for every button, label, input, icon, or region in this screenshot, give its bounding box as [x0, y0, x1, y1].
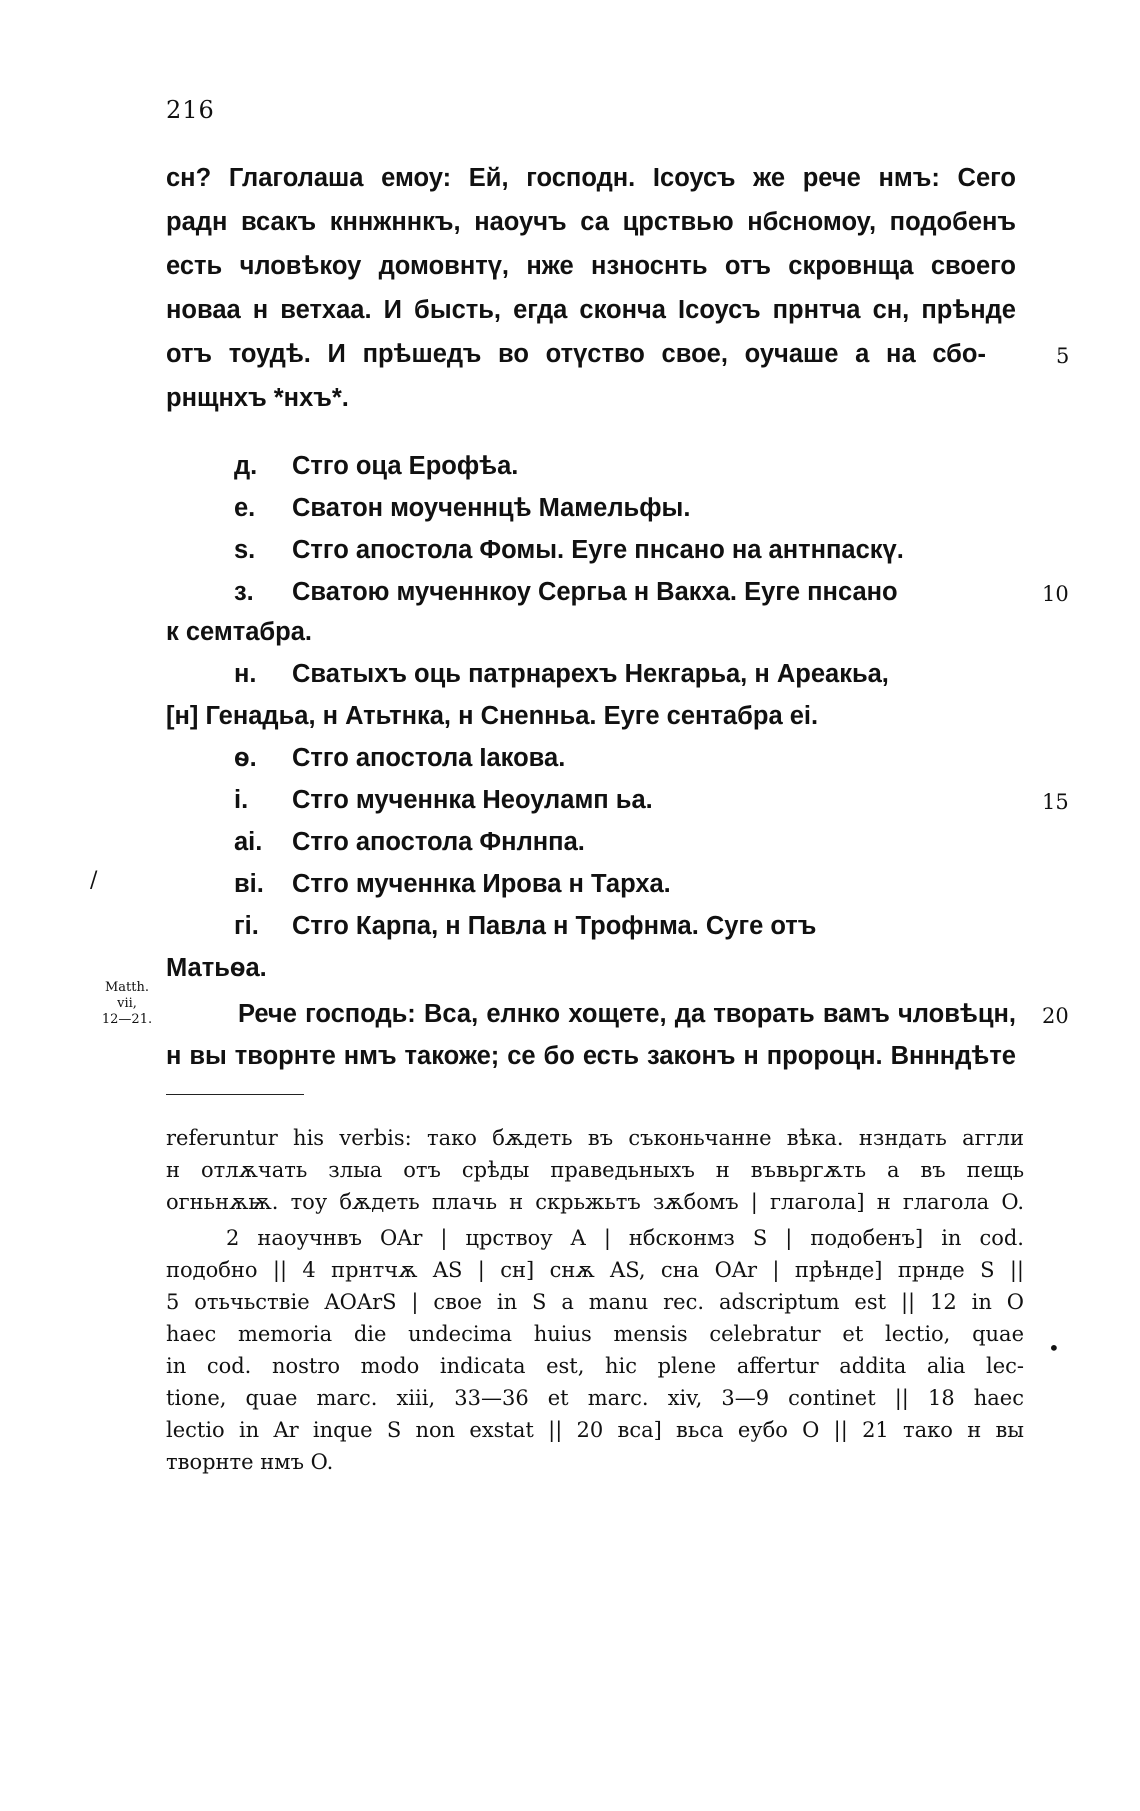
note-line: огньнѫѭ. тоу бѫдеть плачь н скрьжьтъ зѫбомъ | глагола] н глагола O.	[166, 1190, 1024, 1214]
entry-number: аі.	[234, 828, 263, 856]
note-line: in cod. nostro modo indicata est, hic plene affertur addita alia lec-	[166, 1354, 1024, 1378]
entry-number: ві.	[234, 870, 264, 898]
entry-text: Стго мученнка Неоуламп ьа.	[292, 786, 653, 814]
entry-text: Стго мученнка Ирова н Тарха.	[292, 870, 671, 898]
calendar-entry	[234, 786, 653, 820]
entry-number: s.	[234, 536, 256, 564]
note-line: н отлѫчать злыа отъ срѣды праведьныхъ н въвьргѫть а въ пещь	[166, 1158, 1024, 1182]
calendar-entry	[234, 912, 816, 946]
calendar-entry	[234, 494, 690, 528]
entry-number: н.	[234, 660, 257, 688]
line-number: 15	[1042, 790, 1069, 814]
calendar-entry-continuation: Матьѳа.	[166, 954, 267, 982]
note-line: 2 наоучнвъ OAr | црствоу A | нбсконмз S | подобенъ] in cod.	[226, 1226, 1024, 1250]
text-line: сн? Глаголаша емоу: Ей, господн. Ісоусъ же рече нмъ: Сего	[166, 164, 1016, 192]
margin-reference	[92, 980, 162, 1028]
text-line: есть чловѣкоу домовнтү, нже нзноснть отъ скровнща своего	[166, 252, 1016, 280]
text-line: радн всакъ кннжннкъ, наоучъ са црствью нбсномоу, подобенъ	[166, 208, 1016, 236]
calendar-entry-continuation: [н] Генадьа, н Атьтнка, н Снеnньа. Еуге сентабра eі.	[166, 702, 819, 730]
note-line: 5 отьчьствіе AOArS | свое in S a manu rec. adscriptum est || 12 in O	[166, 1290, 1024, 1314]
line-number: 10	[1042, 582, 1069, 606]
calendar-entry	[234, 536, 904, 570]
calendar-entry	[234, 660, 889, 694]
margin-mark: /	[90, 868, 98, 893]
entry-text: Стго Карпа, н Павла н Трофнма. Суге отъ	[292, 912, 817, 940]
text-line: новаа н ветхаа. И бысть, егда сконча Ісоусъ прнтча сн, прѣнде	[166, 296, 1016, 324]
entry-text: Стго оца Ерофѣа.	[292, 452, 519, 480]
entry-number: е.	[234, 494, 256, 522]
note-line: творнте нмъ O.	[166, 1450, 334, 1474]
margin-dot: •	[1048, 1336, 1060, 1360]
entry-text: Стго апостола Іакова.	[292, 744, 566, 772]
text-line: отъ тоудѣ. И прѣшедъ во отүство свое, оучаше а на сбо-	[166, 340, 986, 368]
gospel-line: Рече господь: Вса, елнко хощете, да творать вамъ чловѣцн,	[238, 1000, 1016, 1028]
entry-text: Стго апостола Фнлнпа.	[292, 828, 585, 856]
entry-text: Сватон моученнцѣ Мамельфы.	[292, 494, 691, 522]
margin-reference-line: vii,	[117, 996, 137, 1011]
calendar-entry	[234, 870, 671, 904]
calendar-entry	[234, 452, 518, 486]
margin-reference-line: Matth.	[104, 980, 149, 995]
entry-number: гі.	[234, 912, 259, 940]
entry-text: Сватою мученнкоу Сергьа н Вакха. Еуге пнсано	[292, 578, 898, 606]
line-number: 5	[1056, 344, 1070, 368]
calendar-entry	[234, 744, 565, 778]
calendar-entry	[234, 828, 585, 862]
margin-reference-line: 12—21.	[101, 1012, 153, 1027]
calendar-entry	[234, 578, 898, 612]
gospel-line: н вы творнте нмъ такоже; се бо есть законъ н пророцн. Вннндѣте	[166, 1042, 1016, 1070]
footnote-rule	[166, 1094, 304, 1095]
entry-number: ѳ.	[234, 744, 257, 772]
line-number: 20	[1042, 1004, 1069, 1028]
note-line: tione, quae marc. xiii, 33—36 et marc. xiv, 3—9 continet || 18 haec	[166, 1386, 1024, 1410]
note-line: referuntur his verbis: тако бѫдеть въ съконьчанне вѣка. нзндать аггли	[166, 1126, 1024, 1150]
note-line: haec memoria die undecima huius mensis celebratur et lectio, quae	[166, 1322, 1024, 1346]
note-line: подобно || 4 прнтчѫ AS | сн] снѫ AS, сна OAr | прѣнде] прнде S ||	[166, 1258, 1024, 1282]
entry-text: Стго апостола Фомы. Еуге пнсано на антнпаскү.	[292, 536, 904, 564]
entry-text: Сватыхъ оць патрнарехъ Некгарьа, н Ареакьа,	[292, 660, 889, 688]
note-line: lectio in Ar inque S non exstat || 20 вса] вьса еубо O || 21 тако н вы	[166, 1418, 1024, 1442]
entry-number: з.	[234, 578, 254, 606]
entry-number: і.	[234, 786, 249, 814]
entry-number: д.	[234, 452, 258, 480]
text-line: рнщнхъ *нхъ*.	[166, 384, 349, 412]
calendar-entry-continuation: к семтабра.	[166, 618, 313, 646]
page-number: 216	[166, 96, 215, 124]
